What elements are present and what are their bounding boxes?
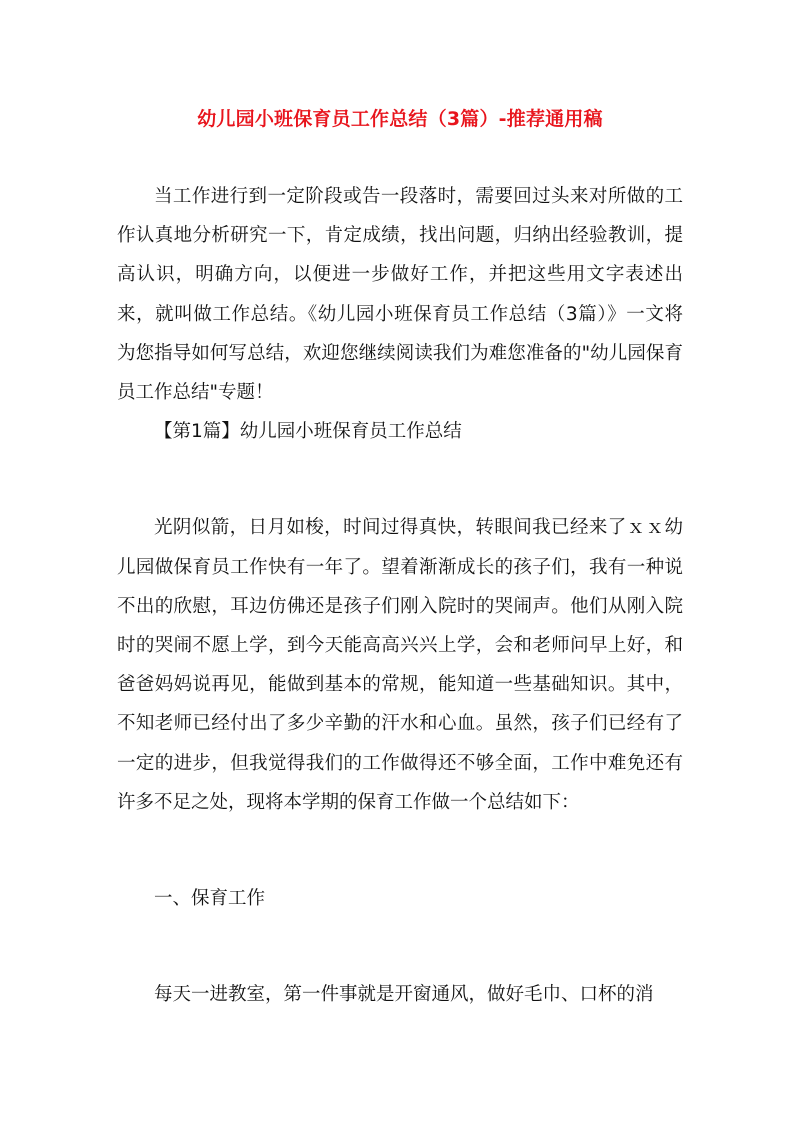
part-heading: 【第1篇】幼儿园小班保育员工作总结 — [154, 421, 462, 443]
part-body-paragraph: 光阴似箭，日月如梭，时间过得真快，转眼间我已经来了ｘｘ幼儿园做保育员工作快有一年了。望着渐渐成长的孩子们，我有一种说不出的欣慰，耳边仿佛还是孩子们刚入院时的哭闹声。他们从刚入院时的哭闹不愿上学，到今天能高高兴兴上学，会和老师问早上好，和爸爸妈妈说再见，能做到基本的常规，能知道一些基础知识。其中，不知老师已经付出了多少辛勤的汗水和心血。虽然，孩子们已经有了一定的进步，但我觉得我们的工作做得还不够全面，工作中难免还有许多不足之处，现将本学期的保育工作做一个总结如下： — [117, 517, 683, 813]
document-title: 幼儿园小班保育员工作总结（3篇）-推荐通用稿 — [197, 108, 603, 130]
intro-paragraph: 当工作进行到一定阶段或告一段落时，需要回过头来对所做的工作认真地分析研究一下，肯定成绩，找出问题，归纳出经验教训，提高认识，明确方向，以便进一步做好工作，并把这些用文字表述出来，就叫做工作总结。《幼儿园小班保育员工作总结（3篇）》一文将为您指导如何写总结，欢迎您继续阅读我们为难您准备的"幼儿园保育员工作总结"专题！ — [117, 186, 683, 404]
section-heading: 一、保育工作 — [154, 888, 266, 910]
section-body-paragraph: 每天一进教室，第一件事就是开窗通风，做好毛巾、口杯的消 — [154, 984, 654, 1006]
